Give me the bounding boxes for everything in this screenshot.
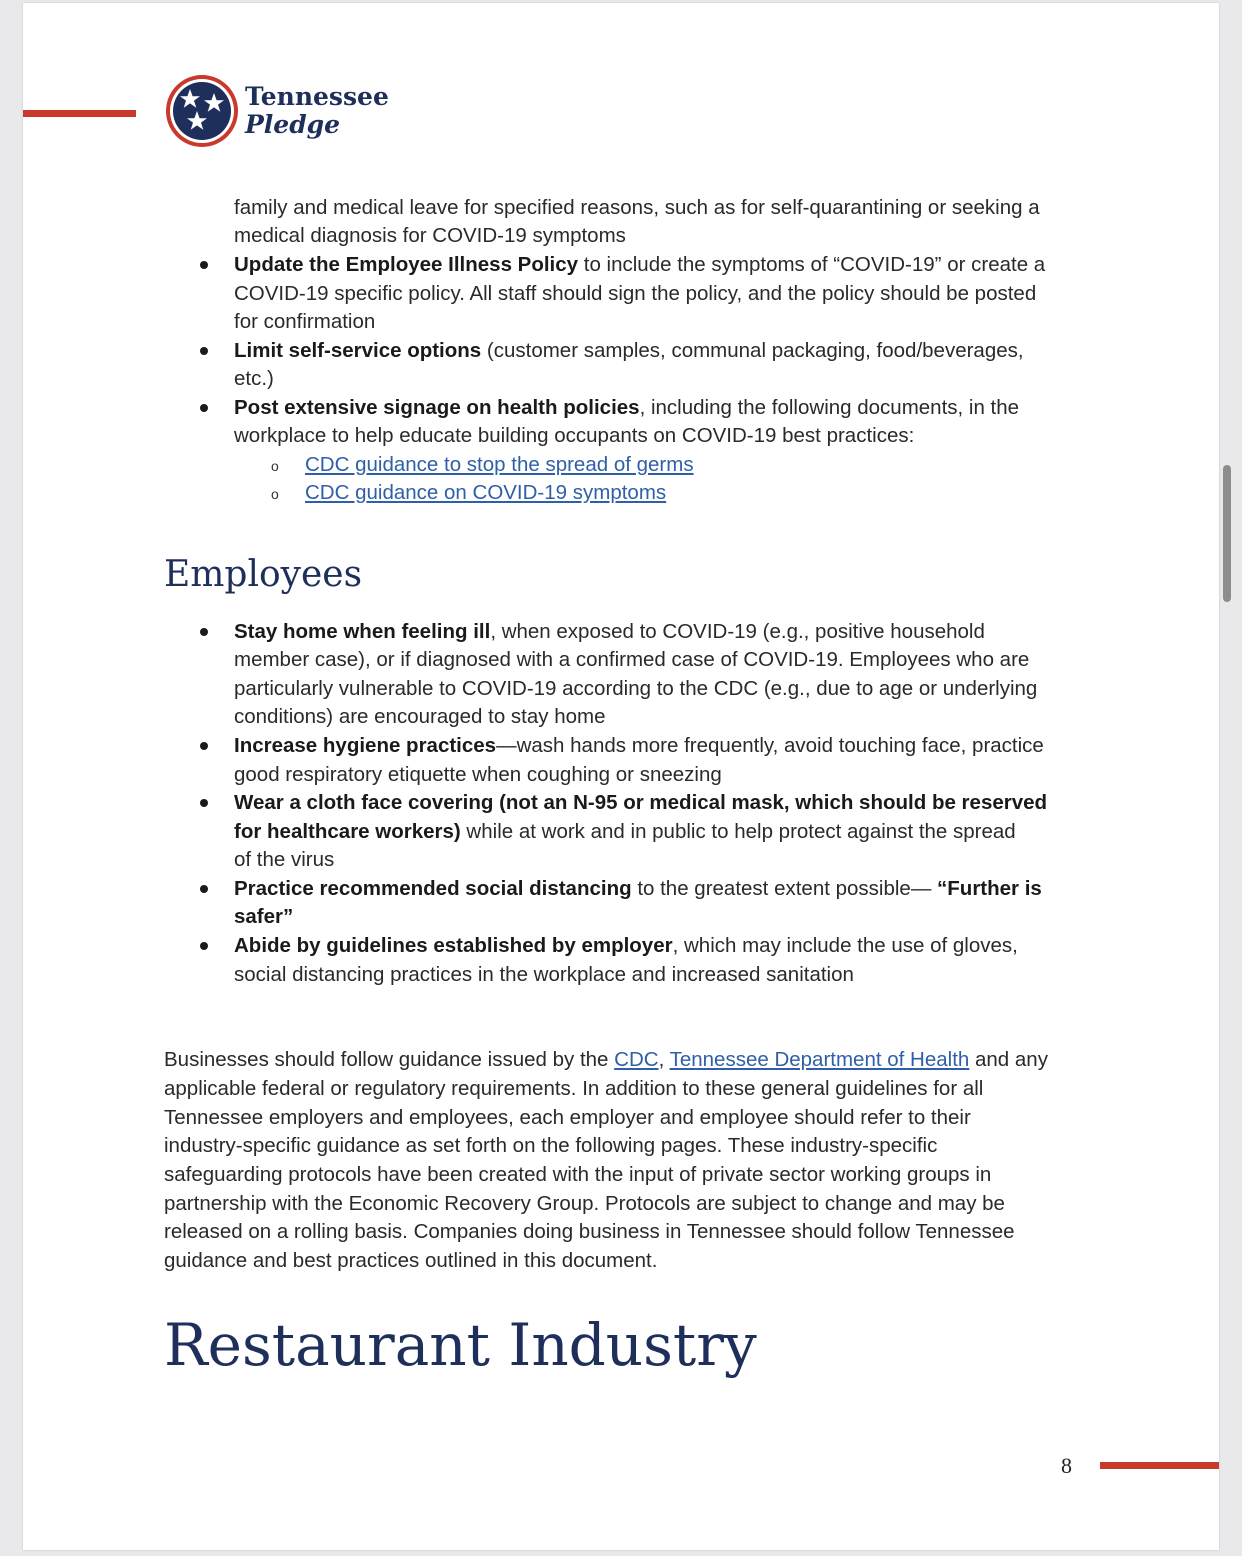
text-line: social distancing practices in the workplace and increased sanitation (234, 963, 854, 986)
list-item (234, 618, 985, 646)
bullet-bold-text: safer” (234, 905, 294, 928)
list-item (234, 251, 1045, 279)
paragraph-line: applicable federal or regulatory requirements. In addition to these general guidelines for all (164, 1077, 984, 1100)
bullet-bold-text: Limit self-service options (234, 339, 482, 362)
cdc-germs-link[interactable]: CDC guidance to stop the spread of germs (305, 453, 694, 476)
bullet-bold-text: “Further is (937, 877, 1042, 900)
text-line: conditions) are encouraged to stay home (234, 705, 606, 728)
bullet-icon (200, 799, 208, 807)
text-line: good respiratory etiquette when coughing or sneezing (234, 763, 722, 786)
logo-line-2: Pledge (245, 110, 341, 139)
bullet-bold-text: Abide by guidelines established by employer (234, 934, 673, 957)
text-line: particularly vulnerable to COVID-19 according to the CDC (e.g., due to age or underlying (234, 677, 1038, 700)
text-line: for confirmation (234, 310, 376, 333)
restaurant-industry-heading: Restaurant Industry (164, 1311, 757, 1379)
bullet-bold-text: Increase hygiene practices (234, 734, 497, 757)
hollow-bullet-icon: o (271, 486, 279, 502)
paragraph-line: released on a rolling basis. Companies doing business in Tennessee should follow Tennessee (164, 1220, 1015, 1243)
document-page (23, 3, 1219, 1550)
tennessee-three-star-logo-icon (164, 73, 240, 149)
list-item (234, 337, 1024, 365)
bullet-text: , which may include the use of gloves, (672, 934, 1018, 957)
bullet-text: to the greatest extent possible— (631, 877, 938, 900)
paragraph-line: industry-specific guidance as set forth on the following pages. These industry-specific (164, 1134, 938, 1157)
paragraph-line: guidance and best practices outlined in this document. (164, 1249, 658, 1272)
bullet-text: —wash hands more frequently, avoid touching face, practice (496, 734, 1044, 757)
paragraph-line: Tennessee employers and employees, each employer and employee should refer to their (164, 1106, 971, 1129)
bullet-text: to include the symptoms of “COVID-19” or create a (578, 253, 1046, 276)
bullet-icon (200, 404, 208, 412)
bullet-text: , including the following documents, in the (639, 396, 1020, 419)
bullet-bold-text: for healthcare workers) (234, 820, 461, 843)
text-line: member case), or if diagnosed with a confirmed case of COVID-19. Employees who are (234, 648, 1030, 671)
paragraph-line: safeguarding protocols have been created with the input of private sector working groups in (164, 1163, 992, 1186)
list-item (234, 394, 1019, 422)
bullet-bold-text: Post extensive signage on health policies (234, 396, 640, 419)
hollow-bullet-icon: o (271, 458, 279, 474)
paragraph-line (164, 1046, 1048, 1074)
paragraph-text: and any (969, 1048, 1048, 1071)
bullet-icon (200, 628, 208, 636)
bullet-bold-text: Practice recommended social distancing (234, 877, 632, 900)
text-line: etc.) (234, 367, 274, 390)
cdc-symptoms-link-line (305, 479, 666, 507)
cdc-germs-link-line (305, 451, 694, 479)
bullet-bold-text: Wear a cloth face covering (not an N-95 or medical mask, which should be reserved (234, 791, 1048, 814)
list-item (234, 732, 1044, 760)
bullet-text: while at work and in public to help protect against the spread (460, 820, 1016, 843)
cdc-link[interactable]: CDC (614, 1048, 659, 1071)
bullet-bold-text: Stay home when feeling ill (234, 620, 491, 643)
list-item (234, 875, 1042, 903)
bullet-text: , when exposed to COVID-19 (e.g., positive household (490, 620, 985, 643)
paragraph-text: , (658, 1048, 670, 1071)
header-accent-bar (23, 110, 136, 117)
text-line (234, 903, 293, 931)
list-item (234, 789, 1047, 817)
bullet-bold-text: Update the Employee Illness Policy (234, 253, 579, 276)
text-line: family and medical leave for specified reasons, such as for self-quarantining or seeking a (234, 196, 1040, 219)
text-line: of the virus (234, 848, 335, 871)
bullet-icon (200, 261, 208, 269)
paragraph-line: partnership with the Economic Recovery Group. Protocols are subject to change and may be (164, 1192, 1005, 1215)
text-line: medical diagnosis for COVID-19 symptoms (234, 224, 626, 247)
logo-line-1: Tennessee (245, 82, 389, 111)
logo-wordmark (245, 83, 389, 139)
page-number: 8 (1061, 1453, 1072, 1478)
bullet-icon (200, 347, 208, 355)
cdc-symptoms-link[interactable]: CDC guidance on COVID-19 symptoms (305, 481, 667, 504)
list-item (234, 932, 1018, 960)
vertical-scrollbar[interactable] (1223, 465, 1231, 602)
bullet-icon (200, 885, 208, 893)
text-line: COVID-19 specific policy. All staff should sign the policy, and the policy should be posted (234, 282, 1037, 305)
paragraph-text: Businesses should follow guidance issued by the (164, 1048, 615, 1071)
text-line: workplace to help educate building occupants on COVID-19 best practices: (234, 424, 915, 447)
employees-heading: Employees (164, 554, 363, 595)
tennessee-department-of-health-link[interactable]: Tennessee Department of Health (669, 1048, 970, 1071)
text-line (234, 818, 1016, 846)
bullet-icon (200, 742, 208, 750)
bullet-icon (200, 942, 208, 950)
footer-accent-bar (1100, 1462, 1219, 1469)
bullet-text: (customer samples, communal packaging, food/beverages, (481, 339, 1024, 362)
